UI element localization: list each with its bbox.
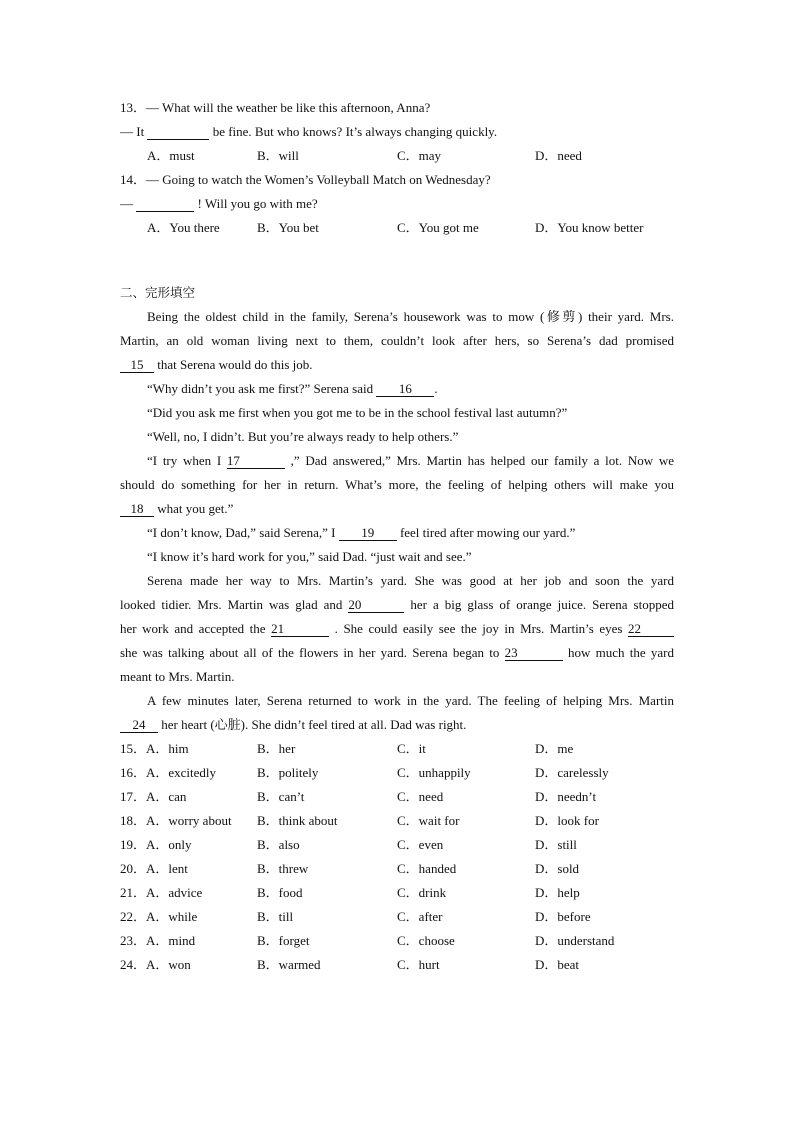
passage-p8-line3 xyxy=(120,621,674,637)
passage-p2-text: “Why didn’t you ask me first?” Serena said xyxy=(147,381,374,396)
q14-answer-blank[interactable] xyxy=(136,197,194,212)
choice-22-d[interactable]: D．before xyxy=(535,909,591,924)
passage-p9-line1: A few minutes later, Serena returned to work in the yard. The feeling of helping Mrs. Martin xyxy=(147,693,674,708)
choice-23-c[interactable]: C．choose xyxy=(397,933,455,948)
choice-17-a[interactable]: 17．A．can xyxy=(120,789,187,804)
passage-p7: “I know it’s hard work for you,” said Dad. “just wait and see.” xyxy=(147,549,472,564)
choice-17-d[interactable]: D．needn’t xyxy=(535,789,597,804)
choice-21-c[interactable]: C．drink xyxy=(397,885,447,900)
choice-21-b[interactable]: B．food xyxy=(257,885,303,900)
q13-option-d[interactable]: D．need xyxy=(535,148,582,163)
passage-p2-end: . xyxy=(434,381,438,396)
choice-24-a[interactable]: 24．A．won xyxy=(120,957,191,972)
passage-p8-line2-post: her a big glass of orange juice. Serena stopped xyxy=(410,597,674,612)
q14-option-c[interactable]: C．You got me xyxy=(397,220,479,235)
choice-22-a[interactable]: 22．A．while xyxy=(120,909,198,924)
passage-p9-line2-text: her heart (心脏). She didn’t feel tired at all. Dad was right. xyxy=(161,717,467,732)
passage-p5-line2: should do something for her in return. What’s more, the feeling of helping others will make you xyxy=(120,477,674,492)
choice-16-b[interactable]: B．politely xyxy=(257,765,319,780)
q14-option-a[interactable]: A．You there xyxy=(147,220,220,235)
choice-21-d[interactable]: D．help xyxy=(535,885,580,900)
passage-p1-line2: Martin, an old woman living next to them, couldn’t look after hers, so Serena’s dad promised xyxy=(120,333,674,348)
q13-option-c[interactable]: C．may xyxy=(397,148,442,163)
section-title: 二、完形填空 xyxy=(120,285,196,300)
choice-24-d[interactable]: D．beat xyxy=(535,957,580,972)
choice-23-b[interactable]: B．forget xyxy=(257,933,310,948)
choice-23-d[interactable]: D．understand xyxy=(535,933,615,948)
choice-18-c[interactable]: C．wait for xyxy=(397,813,460,828)
blank-17[interactable]: 17 xyxy=(227,454,285,469)
blank-18[interactable]: 18 xyxy=(120,502,154,517)
choice-15-d[interactable]: D．me xyxy=(535,741,574,756)
choice-22-c[interactable]: C．after xyxy=(397,909,443,924)
q13-reply-post: be fine. But who knows? It’s always changing quickly. xyxy=(212,124,498,139)
passage-p8-line4 xyxy=(120,645,674,661)
passage-p1-line3 xyxy=(120,357,313,373)
passage-p5-line3 xyxy=(120,501,233,517)
passage-p6-pre: “I don’t know, Dad,” said Serena,” I xyxy=(147,525,336,540)
blank-15[interactable]: 15 xyxy=(120,358,154,373)
passage-p4: “Well, no, I didn’t. But you’re always ready to help others.” xyxy=(147,429,459,444)
choice-24-b[interactable]: B．warmed xyxy=(257,957,321,972)
blank-20[interactable]: 20 xyxy=(348,598,404,613)
q13-option-b[interactable]: B．will xyxy=(257,148,299,163)
choice-17-b[interactable]: B．can’t xyxy=(257,789,305,804)
choice-19-c[interactable]: C．even xyxy=(397,837,444,852)
passage-p5-pre: “I try when I xyxy=(147,453,222,468)
passage-p6 xyxy=(147,525,575,541)
q14-reply xyxy=(120,196,318,212)
passage-p5-line1 xyxy=(147,453,674,469)
choice-15-c[interactable]: C．it xyxy=(397,741,426,756)
q13-reply-pre: — It xyxy=(120,124,145,139)
blank-21[interactable]: 21 xyxy=(271,622,329,637)
passage-p8-line2 xyxy=(120,597,674,613)
passage-p1-line1: Being the oldest child in the family, Serena’s housework was to mow (修剪) their yard. Mrs. xyxy=(147,309,674,324)
blank-16[interactable]: 16 xyxy=(376,382,434,397)
choice-24-c[interactable]: C．hurt xyxy=(397,957,440,972)
choice-19-a[interactable]: 19．A．only xyxy=(120,837,192,852)
passage-p8-line3-mid: . She could easily see the joy in Mrs. Martin’s eyes xyxy=(334,621,623,636)
choice-19-b[interactable]: B．also xyxy=(257,837,300,852)
choice-22-b[interactable]: B．till xyxy=(257,909,294,924)
passage-p5-line3-text: what you get.” xyxy=(157,501,234,516)
q14-option-b[interactable]: B．You bet xyxy=(257,220,319,235)
q13-answer-blank[interactable] xyxy=(147,125,209,140)
passage-p8-line4-post: how much the yard xyxy=(567,645,675,660)
choice-21-a[interactable]: 21．A．advice xyxy=(120,885,203,900)
choice-15-b[interactable]: B．her xyxy=(257,741,296,756)
choice-16-a[interactable]: 16．A．excitedly xyxy=(120,765,217,780)
q14-reply-pre: — xyxy=(120,196,133,211)
blank-24[interactable]: 24 xyxy=(120,718,158,733)
choice-18-a[interactable]: 18．A．worry about xyxy=(120,813,232,828)
choice-20-a[interactable]: 20．A．lent xyxy=(120,861,188,876)
blank-22[interactable]: 22 xyxy=(628,622,674,637)
choice-23-a[interactable]: 23．A．mind xyxy=(120,933,196,948)
passage-p8-line3-pre: her work and accepted the xyxy=(120,621,266,636)
q14-stem: 14．— Going to watch the Women’s Volleyball Match on Wednesday? xyxy=(120,172,491,187)
q13-stem: 13．— What will the weather be like this afternoon, Anna? xyxy=(120,100,431,115)
choice-17-c[interactable]: C．need xyxy=(397,789,444,804)
choice-15-a[interactable]: 15．A．him xyxy=(120,741,189,756)
choice-18-d[interactable]: D．look for xyxy=(535,813,599,828)
choice-16-c[interactable]: C．unhappily xyxy=(397,765,471,780)
choice-20-c[interactable]: C．handed xyxy=(397,861,457,876)
q14-option-d[interactable]: D．You know better xyxy=(535,220,644,235)
passage-p8-line5: meant to Mrs. Martin. xyxy=(120,669,235,684)
passage-p2 xyxy=(147,381,438,397)
passage-p8-line4-pre: she was talking about all of the flowers in her yard. Serena began to xyxy=(120,645,500,660)
choice-16-d[interactable]: D．carelessly xyxy=(535,765,609,780)
q13-reply xyxy=(120,124,497,140)
blank-23[interactable]: 23 xyxy=(505,646,563,661)
passage-p5-post: ,” Dad answered,” Mrs. Martin has helped our family a lot. Now we xyxy=(290,453,675,468)
choice-19-d[interactable]: D．still xyxy=(535,837,577,852)
passage-p9-line2 xyxy=(120,717,466,733)
choice-20-d[interactable]: D．sold xyxy=(535,861,580,876)
q14-reply-post: ! Will you go with me? xyxy=(197,196,318,211)
blank-19[interactable]: 19 xyxy=(339,526,397,541)
passage-p8-line1: Serena made her way to Mrs. Martin’s yard. She was good at her job and soon the yard xyxy=(147,573,674,588)
passage-p8-line2-pre: looked tidier. Mrs. Martin was glad and xyxy=(120,597,343,612)
choice-20-b[interactable]: B．threw xyxy=(257,861,309,876)
passage-p6-post: feel tired after mowing our yard.” xyxy=(399,525,576,540)
q13-option-a[interactable]: A．must xyxy=(147,148,195,163)
passage-p3: “Did you ask me first when you got me to be in the school festival last autumn?” xyxy=(147,405,568,420)
choice-18-b[interactable]: B．think about xyxy=(257,813,338,828)
passage-p1-line3-text: that Serena would do this job. xyxy=(157,357,313,372)
